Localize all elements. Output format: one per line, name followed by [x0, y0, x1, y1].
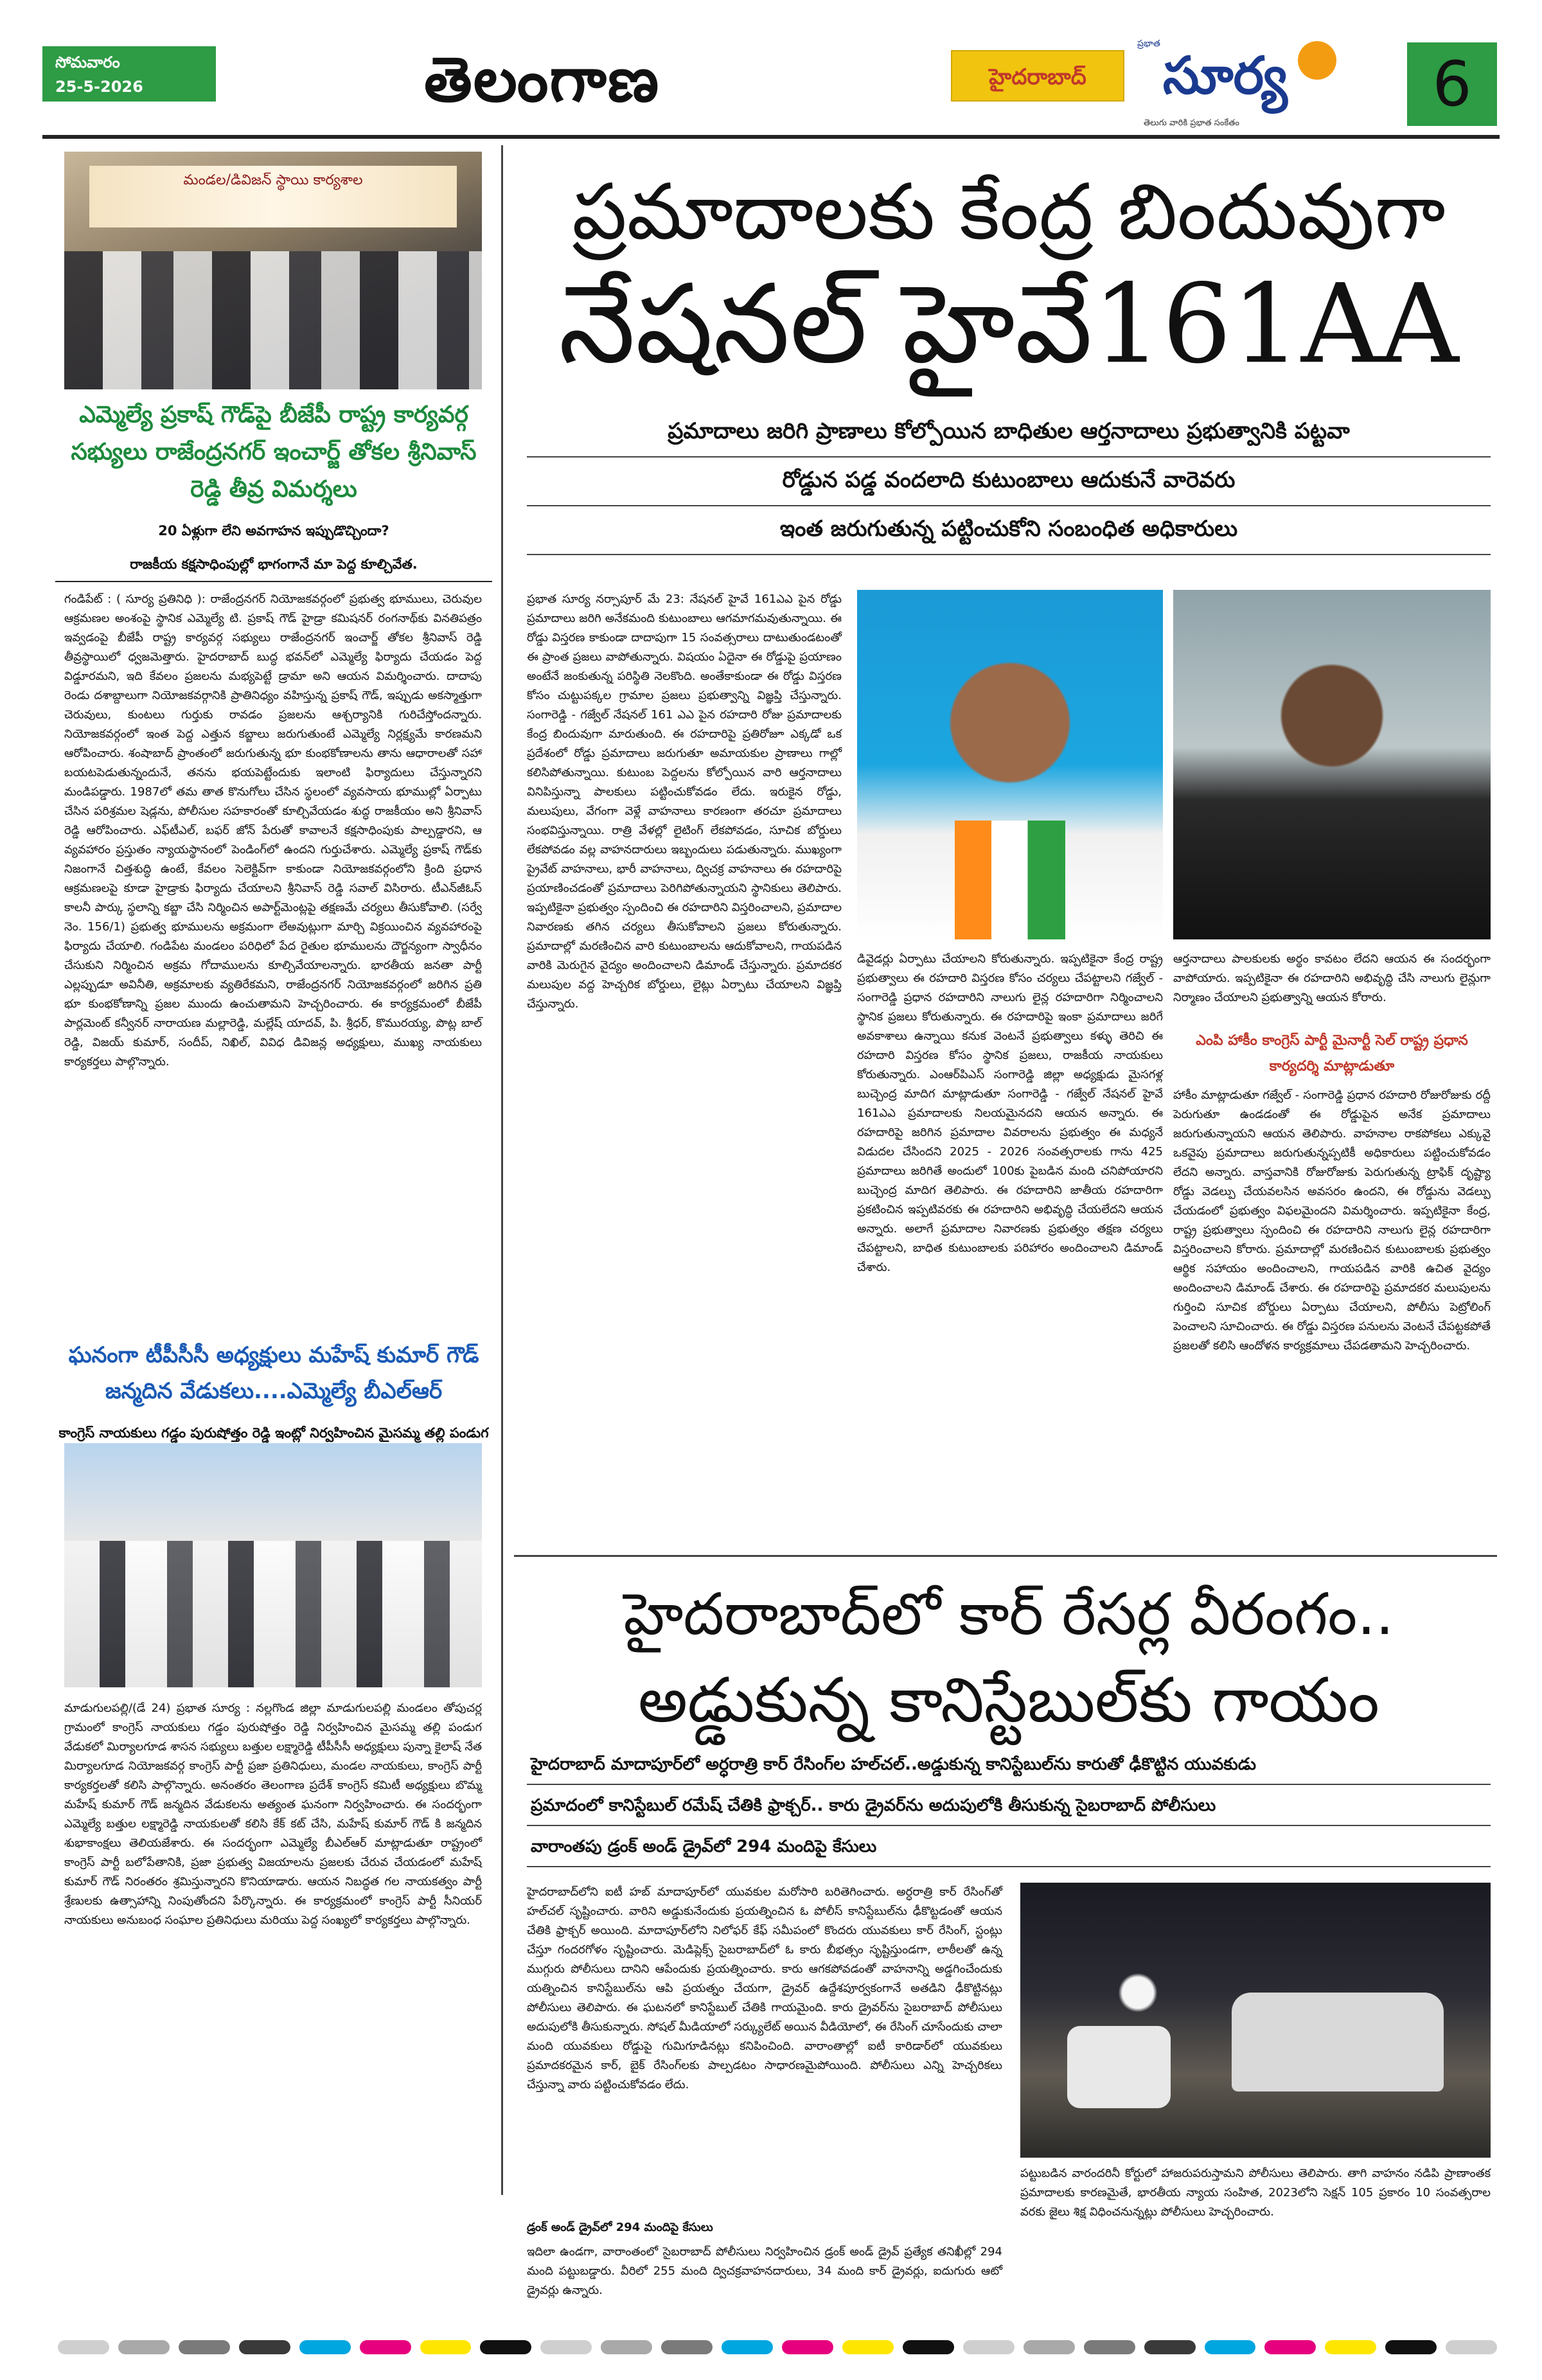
color-swatch — [1024, 2340, 1075, 2354]
color-swatch — [1325, 2340, 1376, 2354]
police-vehicle-shape — [1067, 2026, 1171, 2108]
color-swatch — [179, 2340, 230, 2354]
story2-headline-line-2: అడ్డుకున్న కానిస్టేబుల్‌కు గాయం — [638, 1664, 1379, 1736]
left-subheading-3: కాంగ్రెస్ నాయకులు గడ్డం పురుషోత్తం రెడ్డి ఇంట్లో నిర్వహించిన మైసమ్మ తల్లి పండుగ — [58, 1425, 489, 1441]
color-swatch — [118, 2340, 170, 2354]
color-swatch — [480, 2340, 531, 2354]
city-tag: హైదరాబాద్ — [951, 50, 1124, 102]
story2-deck-3: వారాంతపు డ్రంక్ అండ్ డ్రైవ్‌లో 294 మందిపై కేసులు — [527, 1829, 1491, 1867]
left-headline-1: ఎమ్మెల్యే ప్రకాష్ గౌడ్‌పై బీజేపీ రాష్ట్ర కార్యవర్గ సభ్యులు రాజేంద్రనగర్ ఇంచార్జ్ తోకల శ్రీనివాస్ రెడ్డి తీవ్ర విమర్శలు — [71, 401, 477, 502]
party-scarf — [955, 821, 1065, 939]
portrait-photo-congress-leader — [857, 590, 1163, 939]
color-swatch — [239, 2340, 290, 2354]
brand-name: సూర్య — [1163, 45, 1288, 105]
main-article-body-2: డివైడర్లు ఏర్పాటు చేయాలని కోరుతున్నారు. ఇప్పటికైనా కేంద్ర రాష్ట్ర ప్రభుత్వాలు ఈ రహదారి విస్తరణ కోసం చర్యలు చేపట్టాలని గజ్వేల్ - సంగారెడ్డి ప్రధాన రహదారిని నాలుగు లైన్ల రహదారిగా నిర్మించాలని స్థానిక ప్రజలు కోరుతున్నారు. ఈ రహదారిపై ఇంకా ప్రమాదాలు జరిగే అవకాశాలు ఉన్నాయి కనుక వెంటనే ప్రభుత్వాలు కళ్ళు తెరిచి ఈ రహదారి విస్తరణ కోసం స్థానిక ప్రజలు, రాజకీయ నాయకులు కోరుతున్నారు. ఎంఆర్‌పిఎస్ సంగారెడ్డి జిల్లా అధ్యక్షుడు మైసగళ్ల బుచ్చెంద్ర మాదిగ మాట్లాడుతూ సంగారెడ్డి - గజ్వేల్ నేషనల్ హైవే 161ఎఎ ప్రమాదాలకు నిలయమైనదని ఆయన అన్నారు. ఈ రహదారిపై జరిగిన ప్రమాదాల వివరాలను ప్రభుత్వం ఈ మధ్యనే విడుదల చేసిందని 2025 - 2026 సంవత్సరాలకు గాను 425 ప్రమాదాలు జరిగితే అందులో 100కు పైబడిన మంది చనిపోయారని బుచ్చెంద్ర మాదిగ తెలిపారు. ఈ రహదారిని జాతీయ రహదారిగా ప్రకటించిన ఇప్పటివరకు ఈ రహదారిని అభివృద్ధి చేయలేదని ఆయన అన్నారు. అలాగే ప్రమాదాల నివారణకు ప్రభుత్వం తక్షణ చర్యలు చేపట్టాలని, బాధిత కుటుంబాలకు పరిహారం అందించాలని డిమాండ్ చేశారు. — [857, 952, 1163, 1274]
newspaper-logo — [1137, 39, 1381, 135]
left-subheading-1: 20 ఏళ్లుగా లేని అవగాహన ఇప్పుడొచ్చిందా? — [158, 523, 389, 538]
car-shape — [1232, 1993, 1443, 2091]
story2-deck-2: ప్రమాదంలో కానిస్టేబుల్ రమేష్ చేతికి ఫ్రాక్చర్.. కారు డ్రైవర్‌ను అదుపులోకి తీసుకున్న సైబరాబాద్ పోలీసులు — [527, 1788, 1491, 1826]
story-divider — [514, 1555, 1497, 1557]
masthead-rule — [42, 135, 1500, 139]
left-column — [42, 145, 492, 2189]
issue-date: 25-5-2026 — [55, 78, 143, 96]
color-swatch — [360, 2340, 411, 2354]
car-racing-night-photo — [1020, 1883, 1491, 2158]
color-swatch — [1264, 2340, 1316, 2354]
main-deck-1: ప్రమాదాలు జరిగి ప్రాణాలు కోల్పోయిన బాధితుల ఆర్తనాదాలు ప్రభుత్వానికి పట్టవా — [527, 411, 1491, 457]
color-swatch — [1205, 2340, 1256, 2354]
column-divider — [501, 145, 503, 2195]
date-box — [42, 46, 216, 102]
left-article-body-1: గండిపేట్ : ( సూర్య ప్రతినిధి ): రాజేంద్రనగర్ నియోజకవర్గంలో ప్రభుత్వ భూములు, చెరువుల ఆక్రమణల అంశంపై స్థానిక ఎమ్మెల్యే టి. ప్రకాష్ గౌడ్ హైడ్రా కమిషనర్ రంగనాథ్‌కు వినతిపత్రం ఇవ్వడంపై బీజేపీ రాష్ట్ర కార్యవర్గ సభ్యులు రాజేంద్రనగర్ ఇంచార్జ్ తోకల శ్రీనివాస్ రెడ్డి తీవ్రస్థాయిలో ధ్వజమెత్తారు. హైదరాబాద్ బుద్ధ భవన్‌లో ఎమ్మెల్యే ఫిర్యాదు చేయడం పెద్ద విడ్డూరమని, ఇది కేవలం ప్రజలను మభ్యపెట్టే డ్రామా అని ఆయన విమర్శించారు. దాదాపు రెండు దశాబ్దాలుగా నియోజకవర్గానికి ప్రాతినిధ్యం వహిస్తున్న ప్రకాష్ గౌడ్, ఇప్పుడు అకస్మాత్తుగా చెరువులు, కుంటలు గుర్తుకు రావడం ప్రజలను ఆశ్చర్యానికి గురిచేస్తోందన్నారు. నియోజకవర్గంలో ఇంత పెద్ద ఎత్తున కబ్జాలు జరుగుతుంటే ఎమ్మెల్యే నిర్లక్ష్యమే కారణమని ఆరోపించారు. శంషాబాద్ ప్రాంతంలో జరుగుతున్న భూ కుంభకోణాలను తాను ఆధారాలతో సహా బయటపెడుతున్నందునే, తనను భయపెట్టేందుకు ఇలాంటి ఫిర్యాదులు చేస్తున్నారని మండిపడ్డారు. 1987లో తమ తాత కొనుగోలు చేసిన స్థలంలో వ్యవసాయ భూముల్లో ఏర్పాటు చేసిన పరిశ్రమల షెడ్లను, పోలీసుల సహకారంతో కూల్చివేయడం శుద్ధ రాజకీయం అని శ్రీనివాస్ రెడ్డి ఆరోపించారు. ఎఫ్‌టీఎల్, బఫర్ జోన్ పేరుతో కావాలనే కక్షసాధింపుకు పాల్పడ్డారని, ఆ వ్యవహారం ప్రస్తుతం న్యాయస్థానంలో పెండింగ్‌లో ఉందని గుర్తుచేశారు. ఎమ్మెల్యే ప్రకాష్ గౌడ్‌కు నిజంగానే చిత్తశుద్ధి ఉంటే, కేవలం సెలెక్టివ్‌గా కాకుండా నియోజకవర్గంలోని క్రింది ప్రధాన ఆక్రమణలపై కూడా హైడ్రాకు ఫిర్యాదు చేయాలని శ్రీనివాస్ రెడ్డి సవాల్ విసిరారు. టీఎన్‌జీఓస్ కాలనీ పార్కు స్థలాన్ని కబ్జా చేసి నిర్మించిన అపార్ట్‌మెంట్లపై తక్షణమే చర్యలు తీసుకోవాలి. (సర్వే నెం. 156/1) ప్రభుత్వ భూములను అక్రమంగా లేఅవుట్లుగా మార్చి విక్రయించిన వ్యవహారంపై ఫిర్యాదు చేయాలి. గండిపేట మండలం పరిధిలో పేద రైతుల భూములను దౌర్జన్యంగా స్వాధీనం చేసుకుని నిర్మించిన అక్రమ గోదాములను కూల్చివేయాలన్నారు. భారతీయ జనతా పార్టీ ఎల్లప్పుడూ అవినీతి, అక్రమాలకు వ్యతిరేకమని, రాజేంద్రనగర్ నియోజకవర్గంలో జరిగిన ప్రతి భూ కుంభకోణాన్ని ప్రజల ముందు ఉంచుతామని హెచ్చరించారు. ఈ కార్యక్రమంలో బీజేపీ పార్లమెంట్ కన్వీనర్ నారాయణ మల్లారెడ్డి, మల్లేష్ యాదవ్, పి. శ్రీధర్, కొమురయ్య, పొట్ల బాల్ రెడ్డి, విజయ్ కుమార్, సందీప్, నిఖిల్, వివిధ డివిజన్ల అధ్యక్షులు, ముఖ్య నాయకులు కార్యకర్తలు పాల్గొన్నారు. — [64, 592, 482, 1069]
color-swatch — [601, 2340, 652, 2354]
color-swatch — [1385, 2340, 1437, 2354]
story2-deck-1: హైదరాబాద్ మాదాపూర్‌లో అర్ధరాత్రి కార్ రేసింగ్‌ల హల్‌చల్..అడ్డుకున్న కానిస్టేబుల్‌ను కారుతో ఢీకొట్టిన యువకుడు — [527, 1746, 1491, 1785]
weekday: సోమవారం — [55, 53, 120, 71]
main-article-body-4: హాకీం మాట్లాడుతూ గజ్వేల్ - సంగారెడ్డి ప్రధాన రహదారి రోజురోజుకు రద్దీ పెరుగుతూ ఉండడంతో ఈ రోడ్డుపైన అనేక ప్రమాదాలు జరుగుతున్నాయని ఆయన తెలిపారు. వాహనాల రాకపోకలు ఎక్కువై ఒకవైపు ప్రమాదాలు జరుగుతున్నప్పటికీ అధికారులు పట్టించుకోవడం లేదని అన్నారు. వాస్తవానికి రోజురోజుకు పెరుగుతున్న ట్రాఫిక్ దృష్ట్యా రోడ్డు వెడల్పు చేయవలసిన అవసరం ఉందని, ఈ రోడ్డును వెడల్పు చేయడంలో ప్రభుత్వం విఫలమైందని విమర్శించారు. ఇప్పటికైనా కేంద్ర, రాష్ట్ర ప్రభుత్వాలు స్పందించి ఈ రహదారిని నాలుగు లైన్ల రహదారిగా విస్తరించాలని కోరారు. ప్రమాదాల్లో మరణించిన కుటుంబాలకు ప్రభుత్వం ఆర్థిక సహాయం అందించాలని, గాయపడిన వారికి ఉచిత వైద్యం అందించాలని డిమాండ్ చేశారు. ఈ రహదారిపై ప్రమాదకర మలుపులను గుర్తించి సూచిక బోర్డులు ఏర్పాటు చేయాలని, పోలీసు పెట్రోలింగ్ పెంచాలని సూచించారు. ఈ రోడ్డు విస్తరణ పనులను వెంటనే చేపట్టకపోతే ప్రజలతో కలిసి ఆందోళన కార్యక్రమాలు చేపడతామని హెచ్చరించారు. — [1173, 1088, 1491, 1353]
color-swatch — [722, 2340, 773, 2354]
main-headline-line-1: ప్రమాదాలకు కేంద్ర బిందువుగా — [572, 168, 1446, 257]
main-article-body-3: ఆర్తనాదాలు పాలకులకు అర్థం కావటం లేదని ఆయన ఈ సందర్భంగా వాపోయారు. ఇప్పటికైనా ఈ రహదారిని అభివృద్ధి చేసి నాలుగు లైన్లుగా నిర్మాణం చేయాలని ప్రభుత్వాన్ని ఆయన కోరారు. — [1173, 952, 1491, 1004]
color-registration-strip — [58, 2336, 1497, 2358]
main-subheading: ఎంపి హాకీం కాంగ్రెస్ పార్టీ మైనార్టీ సెల్ రాష్ట్ర ప్రధాన కార్యదర్శి మాట్లాడుతూ — [1196, 1033, 1468, 1074]
brand-tagline: తెలుగు వారికి ప్రభాత సంకేతం — [1144, 118, 1239, 128]
main-headline-line-2: నేషనల్ హైవే161AA — [558, 261, 1459, 388]
story2-subheading: డ్రంక్ అండ్ డ్రైవ్‌లో 294 మందిపై కేసులు — [527, 2221, 713, 2234]
color-swatch — [299, 2340, 351, 2354]
portrait-photo-speaker — [1173, 590, 1491, 939]
color-swatch — [1144, 2340, 1196, 2354]
main-deck-3: ఇంత జరుగుతున్న పట్టించుకోని సంబంధిత అధికారులు — [527, 509, 1491, 555]
story2-article-body-2: పట్టుబడిన వారందరినీ కోర్టులో హాజరుపరుస్తామని పోలీసులు తెలిపారు. తాగి వాహనం నడిపి ప్రాణాంతక ప్రమాదాలకు కారణమైతే, భారతీయ న్యాయ సంహిత, 2023లోని సెక్షన్ 105 ప్రకారం 10 సంవత్సరాల వరకు జైలు శిక్ష విధించనున్నట్లు పోలీసులు హెచ్చరించారు. — [1020, 2167, 1491, 2219]
color-swatch — [963, 2340, 1015, 2354]
story2-headline-line-1: హైదరాబాద్‌లో కార్ రేసర్ల వీరంగం.. — [623, 1581, 1394, 1648]
photo-crowd — [64, 1541, 482, 1687]
photo-banner: మండల/డివిజన్ స్థాయి కార్యశాల — [89, 166, 457, 227]
main-article-body-1: ప్రభాత సూర్య నర్సాపూర్ మే 23: నేషనల్ హైవే 161ఎఎ పైన రోడ్డు ప్రమాదాలు జరిగి అనేకమంది కుటుంబాలు ఆగమాగమవుతున్నాయి. ఈ రోడ్డు విస్తరణ కాకుండా దాదాపుగా 15 సంవత్సరాలు దాటుతుండటంతో ఈ ప్రాంత ప్రజలు వాపోతున్నారు. విషయం ఏదైనా ఈ రోడ్డుపై ప్రయాణం అంటేనే జంకుతున్న పరిస్థితి నెలకొంది. అంతేకాకుండా ఈ రోడ్డు విస్తరణ కోసం చుట్టుపక్కల గ్రామాల ప్రజలు ప్రభుత్వాన్ని విజ్ఞప్తి చేస్తున్నారు. సంగారెడ్డి - గజ్వేల్ నేషనల్ 161 ఎఎ పైన రహదారి రోజు ప్రమాదాలకు కేంద్ర బిందువుగా మారుతుంది. ఈ రహదారిపై ప్రతిరోజూ ఎక్కడో ఒక ప్రదేశంలో రోడ్డు ప్రమాదాలు జరుగుతూ అమాయకుల ప్రాణాలు గాల్లో కలిసిపోతున్నాయి. కుటుంబ పెద్దలను కోల్పోయిన వారి ఆర్తనాదాలు వినిపిస్తున్నా పాలకులు పట్టించుకోవడం లేదు. ఇరుకైన రోడ్డు, మలుపులు, వేగంగా వెళ్లే వాహనాలు కారణంగా తరచూ ప్రమాదాలు సంభవిస్తున్నాయి. రాత్రి వేళల్లో లైటింగ్ లేకపోవడం, సూచిక బోర్డులు లేకపోవడం వల్ల వాహనదారులు ఇబ్బందులు పడుతున్నారు. ముఖ్యంగా ప్రైవేట్ వాహనాలు, భారీ వాహనాలు, ద్విచక్ర వాహనాలు ఈ రహదారిపై ప్రయాణించడంతో ప్రమాదాలు పెరిగిపోతున్నాయని స్థానికులు తెలిపారు. ఇప్పటికైనా ప్రభుత్వం స్పందించి ఈ రహదారిని విస్తరించాలని, ప్రమాదాల నివారణకు తగిన చర్యలు తీసుకోవాలని ప్రజలు కోరుతున్నారు. ప్రమాదాల్లో మరణించిన వారి కుటుంబాలను ఆదుకోవాలని, గాయపడిన వారికి మెరుగైన వైద్యం అందించాలని డిమాండ్ చేస్తున్నారు. ప్రమాదకర మలుపుల వద్ద హెచ్చరిక బోర్డులు, లైట్లు ఏర్పాటు చేయాలని విజ్ఞప్తి చేస్తున్నారు. — [527, 592, 842, 1011]
color-swatch — [661, 2340, 713, 2354]
color-swatch — [903, 2340, 954, 2354]
color-swatch — [1084, 2340, 1135, 2354]
left-headline-2: ఘనంగా టీపీసీసీ అధ్యక్షులు మహేష్ కుమార్ గౌడ్ జన్మదిన వేడుకలు....ఎమ్మెల్యే బీఎల్ఆర్ — [68, 1342, 479, 1404]
color-swatch — [842, 2340, 894, 2354]
story2-article-body-1: హైదరాబాద్‌లోని ఐటీ హబ్ మాదాపూర్‌లో యువకుల మరోసారి బరితెగించారు. అర్ధరాత్రి కార్ రేసింగ్‌తో హల్‌చల్ సృష్టించారు. వారిని అడ్డుకునేందుకు ప్రయత్నించిన ఓ పోలీస్ కానిస్టేబుల్‌ను ఢీకొట్టడంతో ఆయన చేతికి ఫ్రాక్చర్ అయింది. మాదాపూర్‌లోని నిలోఫర్ కేఫ్ సమీపంలో కొందరు యువకులు కార్ రేసింగ్, స్టంట్లు చేస్తూ గందరగోళం సృష్టించారు. మెడిప్లెక్స్ సైబరాబాద్‌లో ఓ కారు బీభత్సం సృష్టిస్తుండగా, లాఠీలతో ఉన్న ముగ్గురు పోలీసులు దానిని ఆపేందుకు ప్రయత్నించారు. కారు ఆగకపోవడంతో వాహనాన్ని అడ్డగించేందుకు యత్నించిన కానిస్టేబుల్‌ను ఆపి ప్రయత్నం చేయగా, డ్రైవర్ ఉద్దేశపూర్వకంగానే అతడిని ఢీకొట్టినట్లు పోలీసులు తెలిపారు. ఈ ఘటనలో కానిస్టేబుల్ చేతికి గాయమైంది. కారు డ్రైవర్‌ను సైబరాబాద్ పోలీసులు అదుపులోకి తీసుకున్నారు. సోషల్ మీడియాలో సర్క్యులేట్ అయిన వీడియోలో, ఈ రేసింగ్ చూసేందుకు చాలా మంది యువకులు రోడ్డుపై గుమిగూడినట్లు కనిపించింది. వారాంతాల్లో ఐటీ కారిడార్‌లో యువకులు ప్రమాదకరమైన కార్, బైక్ రేసింగ్‌లకు పాల్పడటం సాధారణమైపోయింది. పోలీసులు ఎన్ని హెచ్చరికలు చేస్తున్నా వారు పట్టించుకోవడం లేదు. — [527, 1885, 1002, 2091]
color-swatch — [782, 2340, 833, 2354]
color-swatch — [420, 2340, 472, 2354]
sun-logo-icon — [1298, 41, 1336, 80]
page-number: 6 — [1407, 42, 1497, 126]
left-subheading-2: రాజకీయ కక్షసాధింపుల్లో భాగంగానే మా పెద్ద కూల్చివేత. — [55, 556, 492, 582]
section-title: తెలంగాణ — [424, 43, 660, 116]
story2-article-body-3: ఇదిలా ఉండగా, వారాంతంలో సైబరాబాద్ పోలీసులు నిర్వహించిన డ్రంక్ అండ్ డ్రైవ్ ప్రత్యేక తనిఖీల్లో 294 మంది పట్టుబడ్డారు. వీరిలో 255 మంది ద్విచక్రవాహనదారులు, 34 మంది కార్ డ్రైవర్లు, ఐదుగురు ఆటో డ్రైవర్లు ఉన్నారు. — [527, 2245, 1002, 2297]
main-deck-2: రోడ్డున పడ్డ వందలాది కుటుంబాలు ఆదుకునే వారెవరు — [527, 460, 1491, 506]
left-article-body-2: మాడుగులపల్లి/(డే 24) ప్రభాత సూర్య : నల్లగొండ జిల్లా మాడుగులపల్లి మండలం తోపుచర్ల గ్రామంలో కాంగ్రెస్ నాయకులు గడ్డం పురుషోత్తం రెడ్డి నిర్వహించిన మైసమ్మ తల్లి పండుగ వేడుకలో మిర్యాలగూడ శాసన సభ్యులు బత్తుల లక్ష్మారెడ్డి టీపీసీసీ అధ్యక్షులు పున్నా కైలాష్ నేత మిర్యాలగూడ నియోజకవర్గ కాంగ్రెస్ పార్టీ ప్రజా ప్రతినిధులు, మండల నాయకులు, కాంగ్రెస్ పార్టీ కార్యకర్తలతో కలిసి పాల్గొన్నారు. అనంతరం తెలంగాణ ప్రదేశ్ కాంగ్రెస్ కమిటీ అధ్యక్షులు బొమ్మ మహేష్ కుమార్ గౌడ్ జన్మదిన వేడుకలను అత్యంత ఘనంగా నిర్వహించారు. ఈ సందర్భంగా ఎమ్మెల్యే బత్తుల లక్ష్మారెడ్డి నాయకులతో కలిసి కేక్ కట్ చేసి, మహేష్ కుమార్ గౌడ్ కి జన్మదిన శుభాకాంక్షలు తెలియజేశారు. ఈ సందర్భంగా ఎమ్మెల్యే బీఎల్ఆర్ మాట్లాడుతూ రాష్ట్రంలో కాంగ్రెస్ పార్టీ బలోపేతానికి, ప్రజా ప్రభుత్వ విజయాలను ప్రజలకు చేరువ చేయడంలో మహేష్ కుమార్ గౌడ్ నిరంతరం శ్రమిస్తున్నారని కొనియాడారు. ఆయన నిబద్ధత గల నాయకత్వం పార్టీ శ్రేణులకు ఉత్సాహాన్ని నింపుతోందని పేర్కొన్నారు. ఈ కార్యక్రమంలో కాంగ్రెస్ పార్టీ సీనియర్ నాయకులు అనుబంధ సంఘాల ప్రతినిధులు మరియు పెద్ద సంఖ్యలో కార్యకర్తలు పాల్గొన్నారు. — [64, 1701, 482, 1927]
color-swatch — [1446, 2340, 1497, 2354]
photo-crowd — [64, 251, 482, 389]
birthday-celebration-photo — [64, 1443, 482, 1687]
brand-prefix: ప్రభాత — [1137, 39, 1160, 49]
color-swatch — [58, 2340, 109, 2354]
bjp-meeting-photo — [64, 152, 482, 389]
color-swatch — [540, 2340, 592, 2354]
